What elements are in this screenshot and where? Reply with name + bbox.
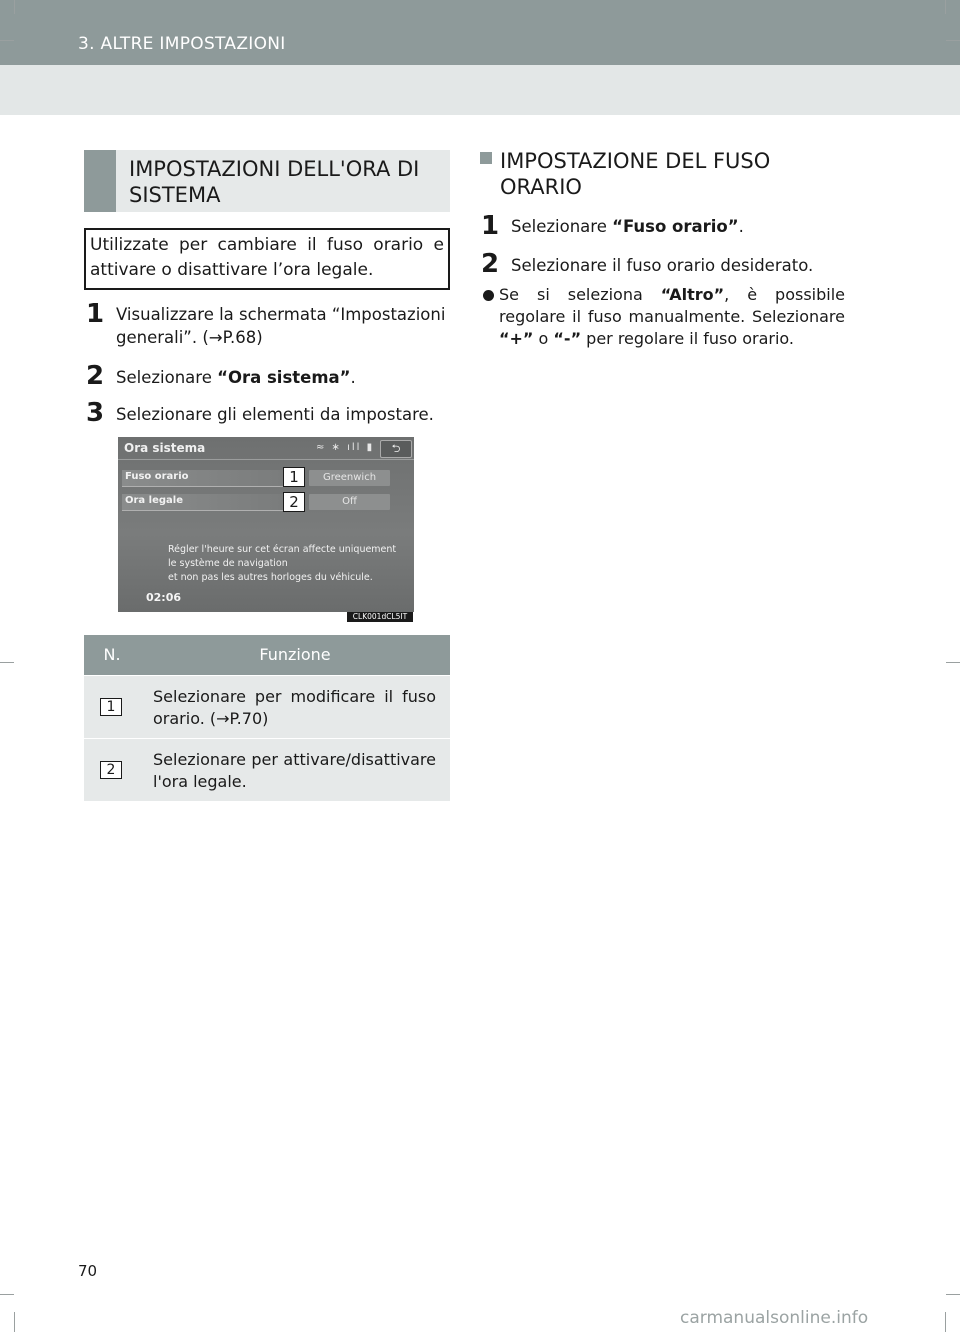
step-text-part: Selezionare bbox=[511, 217, 613, 236]
header-band bbox=[0, 65, 960, 115]
step-text bbox=[511, 215, 845, 238]
header-function: Funzione bbox=[259, 645, 331, 664]
crop-mark bbox=[945, 1312, 946, 1332]
image-code: CLK001dCL5IT bbox=[347, 612, 413, 622]
status-icons: ≈ ∗ ıll ▮ bbox=[316, 442, 375, 453]
step-text: Selezionare gli elementi da impostare. bbox=[116, 405, 434, 424]
row-number: 1 bbox=[100, 698, 122, 716]
bullet-bold: “Altro” bbox=[660, 285, 725, 304]
step-text: Selezionare il fuso orario desiderato. bbox=[511, 256, 814, 275]
step-number: 2 bbox=[481, 249, 500, 279]
step-number: 3 bbox=[86, 398, 105, 428]
step-text-bold: “Fuso orario” bbox=[612, 217, 739, 236]
step-text-part: Selezionare bbox=[116, 368, 218, 387]
function-table bbox=[84, 635, 450, 801]
step-text-part: P.68) bbox=[222, 328, 263, 347]
clock-time: 02:06 bbox=[146, 591, 182, 604]
screen-message-line: le système de navigation bbox=[168, 558, 288, 569]
crop-mark bbox=[0, 40, 14, 41]
ora-legale-button[interactable]: Off bbox=[309, 494, 390, 510]
section-label: 3. ALTRE IMPOSTAZIONI bbox=[78, 34, 286, 54]
step-text bbox=[116, 303, 450, 349]
callout-number: 1 bbox=[283, 467, 305, 487]
crop-mark bbox=[946, 662, 960, 663]
table-row bbox=[84, 675, 450, 738]
crop-mark bbox=[0, 662, 14, 663]
screen-title: Ora sistema bbox=[124, 441, 206, 455]
arrow-icon: → bbox=[208, 328, 223, 347]
screen-message-line: Régler l'heure sur cet écran affecte uniquement bbox=[168, 544, 397, 555]
bullet-part: per regolare il fuso orario. bbox=[581, 329, 794, 348]
step-text-part: . bbox=[350, 368, 356, 387]
step-number: 2 bbox=[86, 361, 105, 391]
row-text: Selezionare per attivare/disattivare l'ora legale. bbox=[153, 750, 436, 791]
crop-mark bbox=[946, 1294, 960, 1295]
row-text: Selezionare per modificare il fuso orario. (→P.70) bbox=[153, 687, 436, 728]
screen-message bbox=[168, 543, 396, 585]
step-text-bold: “Ora sistema” bbox=[217, 368, 351, 387]
crop-mark bbox=[14, 1312, 15, 1332]
bullet-part: , è possibile regolare il fuso manualmente. Selezionare bbox=[499, 285, 845, 326]
bullet-bold: “-” bbox=[553, 329, 582, 348]
fuso-orario-button[interactable]: Greenwich bbox=[309, 470, 390, 486]
intro-text: Utilizzate per cambiare il fuso orario e attivare o disattivare l’ora legale. bbox=[90, 235, 444, 280]
screen-image bbox=[118, 437, 414, 612]
table-header bbox=[84, 635, 450, 675]
step-text-part: Visualizzare la schermata “Impostazioni generali”. ( bbox=[116, 305, 446, 347]
crop-mark bbox=[946, 40, 960, 41]
title-accent-bar bbox=[84, 150, 116, 212]
step-text bbox=[116, 366, 450, 389]
table-row bbox=[84, 738, 450, 801]
header-bar bbox=[0, 0, 960, 65]
heading-square-icon bbox=[480, 152, 492, 164]
subsection-title: IMPOSTAZIONE DEL FUSO ORARIO bbox=[500, 149, 771, 199]
back-icon[interactable]: ⮌ bbox=[380, 440, 412, 458]
crop-mark bbox=[0, 1294, 14, 1295]
bullet-text bbox=[499, 284, 845, 350]
step-number: 1 bbox=[481, 211, 500, 241]
step-text-part: . bbox=[738, 217, 744, 236]
screen-title-divider bbox=[118, 459, 414, 460]
bullet-part: Se si seleziona bbox=[499, 285, 661, 304]
row-number: 2 bbox=[100, 761, 122, 779]
screen-message-line: et non pas les autres horloges du véhicule. bbox=[168, 572, 373, 583]
ora-legale-row[interactable]: Ora legale bbox=[122, 494, 285, 511]
bullet-bold: “+” bbox=[499, 329, 534, 348]
screen-background bbox=[118, 437, 414, 612]
page-number: 70 bbox=[78, 1262, 98, 1280]
bullet-part: o bbox=[533, 329, 554, 348]
watermark: carmanualsonline.info bbox=[680, 1308, 869, 1328]
bullet-icon bbox=[483, 290, 494, 301]
crop-mark bbox=[945, 0, 946, 14]
crop-mark bbox=[14, 0, 15, 14]
section-title: IMPOSTAZIONI DELL'ORA DI SISTEMA bbox=[129, 157, 420, 207]
fuso-orario-row[interactable]: Fuso orario bbox=[122, 470, 285, 487]
callout-number: 2 bbox=[283, 492, 305, 512]
step-number: 1 bbox=[86, 299, 105, 329]
header-number: N. bbox=[103, 645, 121, 664]
